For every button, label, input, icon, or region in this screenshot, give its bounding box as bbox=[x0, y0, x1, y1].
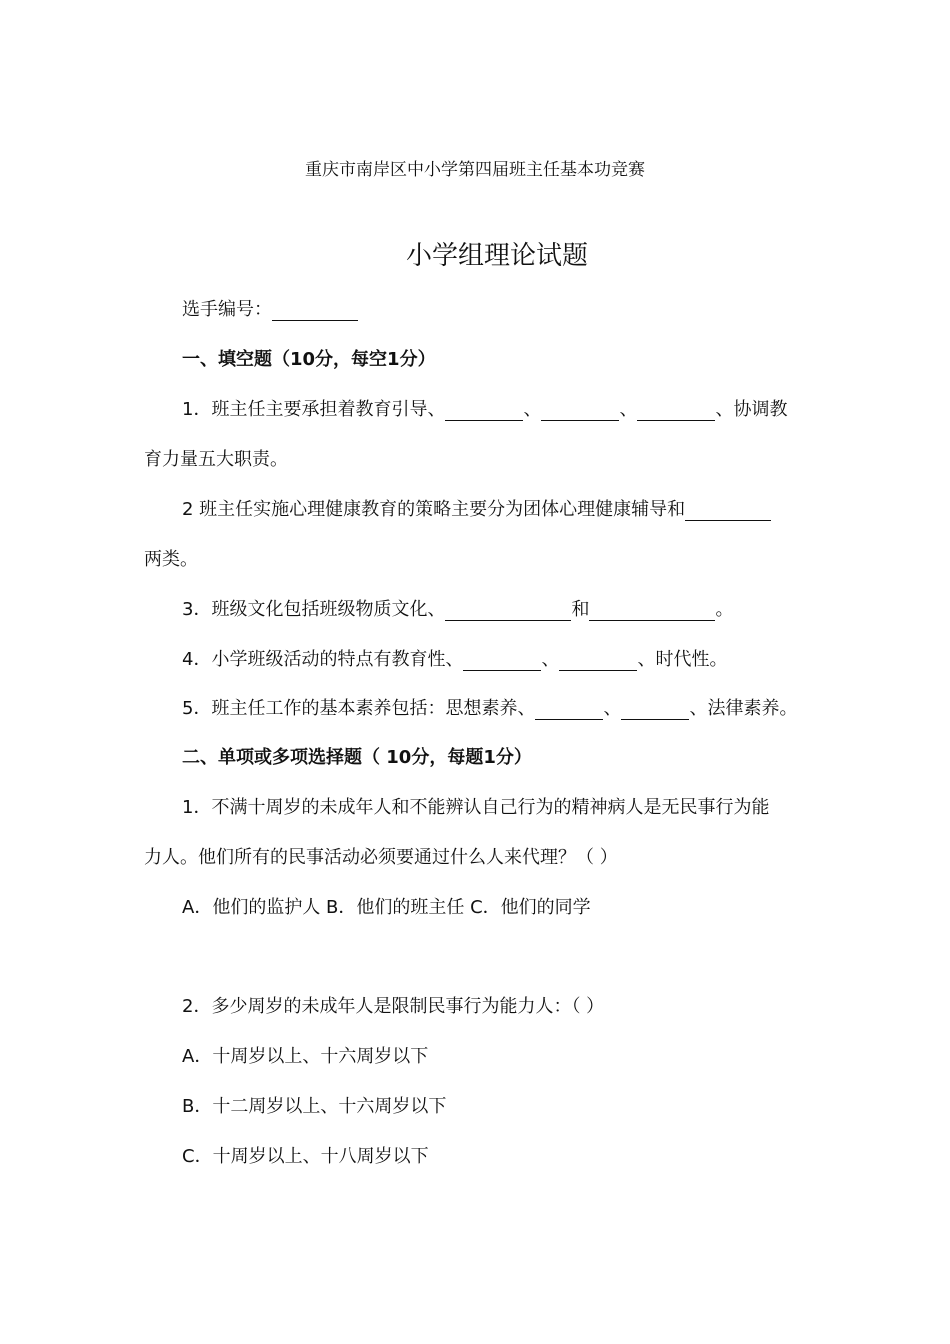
fill-q4-line bbox=[182, 648, 727, 672]
contestant-number-label: 选手编号： bbox=[182, 299, 272, 320]
fill-q3-and: 和 bbox=[571, 599, 590, 620]
fill-q2-text: 2 班主任实施心理健康教育的策略主要分为团体心理健康辅导和 bbox=[182, 499, 686, 520]
fill-q4-text: 4．小学班级活动的特点有教育性、 bbox=[182, 649, 464, 670]
choice-q1-options: A．他们的监护人 B．他们的班主任 C．他们的同学 bbox=[182, 897, 591, 918]
choice-q2-option-a: A．十周岁以上、十六周岁以下 bbox=[182, 1046, 429, 1067]
fill-q5-separator: 、 bbox=[603, 698, 622, 719]
fill-q1-separator: 、 bbox=[523, 399, 542, 420]
fill-q5-blank-1[interactable] bbox=[535, 699, 603, 720]
fill-q2-blank[interactable] bbox=[685, 500, 771, 521]
fill-q1-line1 bbox=[182, 398, 787, 422]
fill-q4-end: 、时代性。 bbox=[637, 649, 728, 670]
exam-subtitle: 重庆市南岸区中小学第四届班主任基本功竞赛 bbox=[305, 160, 645, 180]
choice-q1-line2: 力人。他们所有的民事活动必须要通过什么人来代理？（ ） bbox=[144, 847, 618, 868]
fill-q1-blank-3[interactable] bbox=[637, 400, 715, 421]
contestant-number-blank[interactable] bbox=[272, 300, 358, 321]
fill-q1-text-end: 、协调教 bbox=[715, 399, 788, 420]
fill-q2-line1 bbox=[182, 498, 771, 522]
fill-q3-line bbox=[182, 598, 733, 622]
fill-q3-end: 。 bbox=[715, 599, 734, 620]
fill-q2-line2: 两类。 bbox=[144, 549, 198, 570]
fill-q5-text: 5．班主任工作的基本素养包括：思想素养、 bbox=[182, 698, 536, 719]
choice-q2-option-c: C．十周岁以上、十八周岁以下 bbox=[182, 1146, 429, 1167]
fill-q1-separator: 、 bbox=[619, 399, 638, 420]
choice-q2-stem: 2．多少周岁的未成年人是限制民事行为能力人：（ ） bbox=[182, 996, 605, 1017]
fill-q1-blank-2[interactable] bbox=[541, 400, 619, 421]
fill-q5-line bbox=[182, 697, 797, 721]
fill-q4-blank-1[interactable] bbox=[463, 650, 541, 671]
fill-q4-blank-2[interactable] bbox=[559, 650, 637, 671]
fill-q4-separator: 、 bbox=[541, 649, 560, 670]
fill-q1-text: 1．班主任主要承担着教育引导、 bbox=[182, 399, 446, 420]
fill-q3-blank-2[interactable] bbox=[589, 600, 715, 621]
fill-q5-end: 、法律素养。 bbox=[689, 698, 798, 719]
fill-q1-blank-1[interactable] bbox=[445, 400, 523, 421]
fill-q3-text: 3．班级文化包括班级物质文化、 bbox=[182, 599, 446, 620]
fill-q5-blank-2[interactable] bbox=[621, 699, 689, 720]
contestant-number-line bbox=[182, 298, 358, 322]
choice-q1-line1: 1．不满十周岁的未成年人和不能辨认自己行为的精神病人是无民事行为能 bbox=[182, 797, 770, 818]
section1-heading: 一、填空题（10分，每空1分） bbox=[182, 349, 436, 370]
exam-title: 小学组理论试题 bbox=[405, 241, 588, 271]
fill-q3-blank-1[interactable] bbox=[445, 600, 571, 621]
section2-heading: 二、单项或多项选择题（ 10分，每题1分） bbox=[182, 747, 532, 768]
choice-q2-option-b: B．十二周岁以上、十六周岁以下 bbox=[182, 1096, 447, 1117]
fill-q1-line2: 育力量五大职责。 bbox=[144, 449, 288, 470]
